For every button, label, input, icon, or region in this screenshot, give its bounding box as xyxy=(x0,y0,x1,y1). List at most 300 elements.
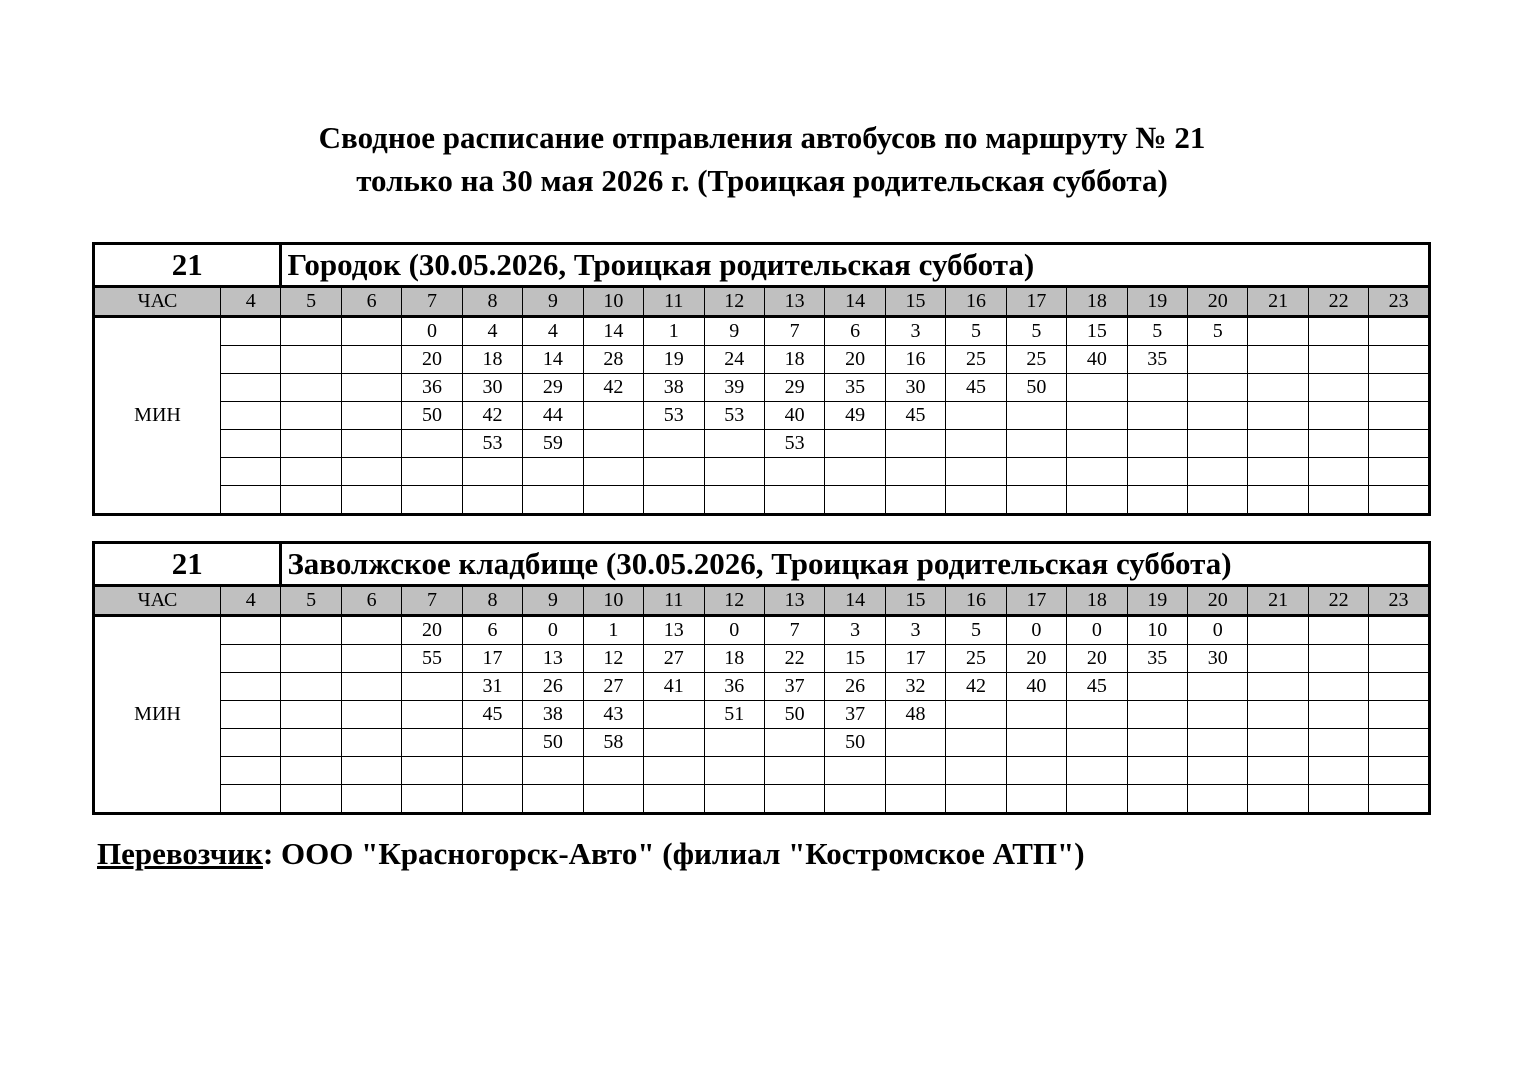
minute-cell: 26 xyxy=(523,673,583,701)
minute-cell: 5 xyxy=(1127,317,1187,346)
minute-cell: 0 xyxy=(1188,616,1248,645)
minute-cell: 0 xyxy=(1006,616,1066,645)
minute-cell: 6 xyxy=(825,317,885,346)
minute-cell xyxy=(402,757,462,785)
minute-cell xyxy=(704,430,764,458)
minute-cell xyxy=(583,430,643,458)
minute-cell xyxy=(1127,458,1187,486)
minute-cell xyxy=(583,486,643,515)
minute-cell xyxy=(281,785,341,814)
minute-cell xyxy=(402,458,462,486)
minute-cell xyxy=(1127,430,1187,458)
minute-cell xyxy=(764,486,824,515)
minute-cell: 53 xyxy=(704,402,764,430)
route-name: Городок (30.05.2026, Троицкая родительская суббота) xyxy=(281,244,1429,287)
minute-row xyxy=(94,616,1430,645)
minute-row xyxy=(94,346,1430,374)
minute-cell xyxy=(1369,458,1430,486)
minute-cell xyxy=(764,785,824,814)
minute-cell xyxy=(341,486,401,515)
carrier-text: : ООО "Красногорск-Авто" (филиал "Костромское АТП") xyxy=(262,836,1085,871)
minute-cell xyxy=(1006,729,1066,757)
minute-cell: 31 xyxy=(462,673,522,701)
minute-cell: 25 xyxy=(946,645,1006,673)
minute-cell xyxy=(341,729,401,757)
minute-row xyxy=(94,374,1430,402)
minute-cell xyxy=(341,673,401,701)
minute-cell xyxy=(1188,729,1248,757)
minute-cell xyxy=(221,486,281,515)
hour-cell: 22 xyxy=(1308,586,1368,616)
minute-cell xyxy=(1369,785,1429,814)
minute-cell xyxy=(281,673,341,701)
minute-cell xyxy=(1067,486,1127,515)
minute-cell xyxy=(1369,645,1429,673)
minute-cell xyxy=(1369,616,1429,645)
minute-cell xyxy=(221,701,281,729)
minute-cell xyxy=(1188,346,1248,374)
minute-cell: 0 xyxy=(1067,616,1127,645)
minute-cell xyxy=(704,757,764,785)
minute-cell: 50 xyxy=(523,729,583,757)
hour-cell: 8 xyxy=(462,586,522,616)
minute-cell xyxy=(281,645,341,673)
minute-cell: 5 xyxy=(1188,317,1248,346)
minute-cell xyxy=(1308,729,1368,757)
minute-cell: 1 xyxy=(583,616,643,645)
minute-cell: 27 xyxy=(583,673,643,701)
hour-cell: 7 xyxy=(402,586,462,616)
minute-cell xyxy=(281,729,341,757)
minute-cell xyxy=(946,701,1006,729)
minute-cell xyxy=(704,458,764,486)
minute-cell: 53 xyxy=(764,430,824,458)
minute-cell: 4 xyxy=(523,317,583,346)
minute-cell xyxy=(704,785,764,814)
minute-cell xyxy=(885,486,945,515)
minute-cell xyxy=(825,486,885,515)
minute-cell xyxy=(281,616,341,645)
minute-cell xyxy=(221,346,281,374)
minute-cell xyxy=(1248,346,1308,374)
hour-cell: 18 xyxy=(1067,586,1127,616)
minute-cell xyxy=(1308,486,1368,515)
minute-cell xyxy=(1308,757,1368,785)
minute-cell xyxy=(1188,430,1248,458)
minute-cell xyxy=(1308,458,1368,486)
minute-cell xyxy=(644,785,704,814)
minute-cell: 50 xyxy=(764,701,824,729)
minute-row xyxy=(94,458,1430,486)
minute-cell: 42 xyxy=(462,402,522,430)
minute-row xyxy=(94,486,1430,515)
document-title-line-2: только на 30 мая 2026 г. (Троицкая родительская суббота) xyxy=(356,163,1168,198)
hour-cell: 14 xyxy=(825,287,885,317)
minute-cell: 13 xyxy=(523,645,583,673)
minute-cell xyxy=(764,757,824,785)
minute-cell xyxy=(1369,486,1430,515)
hour-cell: 12 xyxy=(704,287,764,317)
hour-cell: 6 xyxy=(341,586,401,616)
minute-cell xyxy=(1188,701,1248,729)
minute-cell xyxy=(1188,757,1248,785)
hour-cell: 20 xyxy=(1188,586,1248,616)
minute-cell: 53 xyxy=(462,430,522,458)
minute-cell xyxy=(583,458,643,486)
minute-cell xyxy=(1067,785,1127,814)
minute-cell xyxy=(1248,701,1308,729)
minute-cell: 17 xyxy=(462,645,522,673)
minute-cell xyxy=(1369,729,1429,757)
minute-cell xyxy=(946,430,1006,458)
minute-cell: 45 xyxy=(885,402,945,430)
minute-cell: 40 xyxy=(1006,673,1066,701)
minute-cell: 38 xyxy=(644,374,704,402)
minute-cell xyxy=(341,374,401,402)
minute-cell xyxy=(1248,757,1308,785)
minute-cell xyxy=(1248,458,1308,486)
minute-cell xyxy=(523,785,583,814)
hour-cell: 20 xyxy=(1188,287,1248,317)
minute-cell xyxy=(1248,616,1308,645)
minute-cell: 19 xyxy=(644,346,704,374)
minute-cell: 26 xyxy=(825,673,885,701)
minute-cell: 5 xyxy=(946,317,1006,346)
hour-cell: 21 xyxy=(1248,586,1308,616)
minute-cell xyxy=(1308,616,1368,645)
minute-cell xyxy=(1308,785,1368,814)
minute-cell xyxy=(402,729,462,757)
hour-cell: 5 xyxy=(281,287,341,317)
minute-row xyxy=(94,729,1430,757)
hours-row xyxy=(94,287,1430,317)
minute-cell xyxy=(1127,785,1187,814)
minute-cell xyxy=(1308,346,1368,374)
minute-cell xyxy=(583,785,643,814)
minute-cell: 35 xyxy=(1127,645,1187,673)
minute-cell: 44 xyxy=(523,402,583,430)
minute-cell xyxy=(221,430,281,458)
hour-cell: 23 xyxy=(1369,287,1430,317)
route-number: 21 xyxy=(94,244,281,287)
minute-cell xyxy=(523,486,583,515)
minute-cell xyxy=(1369,374,1430,402)
hours-row xyxy=(94,586,1430,616)
minute-cell: 48 xyxy=(885,701,945,729)
minute-cell xyxy=(221,402,281,430)
minute-cell: 20 xyxy=(1067,645,1127,673)
minute-cell xyxy=(281,346,341,374)
minute-cell xyxy=(281,458,341,486)
hour-label: ЧАС xyxy=(94,287,221,317)
hour-cell: 16 xyxy=(946,287,1006,317)
minute-cell xyxy=(1127,486,1187,515)
minute-cell xyxy=(1369,402,1430,430)
minute-cell xyxy=(1248,486,1308,515)
hour-cell: 23 xyxy=(1369,586,1429,616)
minute-cell: 28 xyxy=(583,346,643,374)
minute-cell: 35 xyxy=(825,374,885,402)
minute-cell xyxy=(341,458,401,486)
minute-cell: 29 xyxy=(764,374,824,402)
hour-cell: 9 xyxy=(523,586,583,616)
minute-cell xyxy=(1188,458,1248,486)
minute-row xyxy=(94,402,1430,430)
hour-cell: 11 xyxy=(644,287,704,317)
minute-cell: 6 xyxy=(462,616,522,645)
minute-cell xyxy=(1006,486,1066,515)
minute-cell: 30 xyxy=(1188,645,1248,673)
hour-cell: 4 xyxy=(221,287,281,317)
minute-cell: 22 xyxy=(764,645,824,673)
minute-cell xyxy=(1006,430,1066,458)
minute-cell xyxy=(946,486,1006,515)
hour-cell: 15 xyxy=(885,586,945,616)
minute-row xyxy=(94,430,1430,458)
minute-cell: 0 xyxy=(402,317,462,346)
hour-cell: 11 xyxy=(644,586,704,616)
hour-cell: 7 xyxy=(402,287,462,317)
minute-cell xyxy=(221,458,281,486)
minute-cell xyxy=(825,785,885,814)
minute-cell xyxy=(1127,402,1187,430)
minute-row xyxy=(94,785,1430,814)
carrier-line xyxy=(97,832,1085,876)
minute-cell: 35 xyxy=(1127,346,1187,374)
minute-cell xyxy=(1308,317,1368,346)
minute-cell xyxy=(462,757,522,785)
minute-cell xyxy=(1248,729,1308,757)
schedule-table xyxy=(92,541,1431,815)
minute-cell: 32 xyxy=(885,673,945,701)
minute-cell xyxy=(1067,701,1127,729)
minute-cell xyxy=(341,317,401,346)
minute-cell xyxy=(281,757,341,785)
minute-cell: 45 xyxy=(462,701,522,729)
minute-cell xyxy=(1006,785,1066,814)
minute-cell xyxy=(825,757,885,785)
minute-cell xyxy=(764,458,824,486)
minute-cell: 16 xyxy=(885,346,945,374)
minute-cell xyxy=(644,729,704,757)
minute-cell: 25 xyxy=(946,346,1006,374)
minute-cell xyxy=(281,402,341,430)
minute-cell: 18 xyxy=(462,346,522,374)
minute-cell xyxy=(1308,374,1368,402)
minute-cell xyxy=(825,458,885,486)
minute-cell xyxy=(341,645,401,673)
minute-cell xyxy=(341,402,401,430)
minute-cell: 25 xyxy=(1006,346,1066,374)
minute-cell xyxy=(1369,757,1429,785)
minute-cell xyxy=(885,729,945,757)
minute-cell xyxy=(764,729,824,757)
minute-cell xyxy=(221,317,281,346)
minute-cell xyxy=(644,430,704,458)
minute-cell xyxy=(885,785,945,814)
minute-cell xyxy=(644,458,704,486)
minute-cell xyxy=(885,430,945,458)
minute-cell xyxy=(644,701,704,729)
minute-cell xyxy=(885,458,945,486)
hour-cell: 6 xyxy=(341,287,401,317)
minute-cell: 27 xyxy=(644,645,704,673)
hour-label: ЧАС xyxy=(94,586,221,616)
hour-cell: 14 xyxy=(825,586,885,616)
minute-cell xyxy=(1369,317,1430,346)
minute-cell xyxy=(825,430,885,458)
minute-cell xyxy=(1248,673,1308,701)
minute-label: МИН xyxy=(94,616,221,814)
minute-cell xyxy=(341,346,401,374)
minute-cell xyxy=(946,785,1006,814)
minute-cell xyxy=(1006,402,1066,430)
minute-cell: 43 xyxy=(583,701,643,729)
minute-cell: 1 xyxy=(644,317,704,346)
hour-cell: 17 xyxy=(1006,586,1066,616)
minute-cell: 41 xyxy=(644,673,704,701)
minute-cell xyxy=(402,673,462,701)
minute-cell xyxy=(281,317,341,346)
minute-cell xyxy=(583,402,643,430)
minute-cell xyxy=(1248,430,1308,458)
minute-cell xyxy=(1369,701,1429,729)
route-number: 21 xyxy=(94,543,281,586)
hour-cell: 12 xyxy=(704,586,764,616)
minute-cell xyxy=(644,486,704,515)
minute-cell: 0 xyxy=(523,616,583,645)
minute-cell: 7 xyxy=(764,616,824,645)
minute-cell: 39 xyxy=(704,374,764,402)
minute-cell xyxy=(402,701,462,729)
minute-cell: 20 xyxy=(1006,645,1066,673)
minute-cell xyxy=(1006,757,1066,785)
minute-cell: 14 xyxy=(583,317,643,346)
hour-cell: 10 xyxy=(583,287,643,317)
minute-cell xyxy=(885,757,945,785)
minute-cell: 20 xyxy=(402,346,462,374)
minute-cell: 18 xyxy=(764,346,824,374)
hour-cell: 4 xyxy=(221,586,281,616)
document-title-line-1: Сводное расписание отправления автобусов по маршруту № 21 xyxy=(318,120,1206,155)
minute-cell xyxy=(1248,645,1308,673)
minute-cell xyxy=(1308,430,1368,458)
minute-cell: 0 xyxy=(704,616,764,645)
minute-row xyxy=(94,673,1430,701)
minute-cell xyxy=(1248,317,1308,346)
minute-cell xyxy=(221,785,281,814)
minute-cell: 37 xyxy=(825,701,885,729)
minute-row xyxy=(94,701,1430,729)
schedule-table xyxy=(92,242,1431,516)
minute-cell xyxy=(946,729,1006,757)
minute-cell xyxy=(1067,430,1127,458)
minute-cell xyxy=(704,486,764,515)
minute-cell xyxy=(946,458,1006,486)
minute-cell: 24 xyxy=(704,346,764,374)
minute-row xyxy=(94,757,1430,785)
route-header-row xyxy=(94,543,1430,586)
minute-cell: 53 xyxy=(644,402,704,430)
minute-cell xyxy=(523,458,583,486)
hour-cell: 15 xyxy=(885,287,945,317)
minute-cell: 5 xyxy=(946,616,1006,645)
minute-cell: 20 xyxy=(402,616,462,645)
minute-cell xyxy=(341,757,401,785)
minute-cell: 10 xyxy=(1127,616,1187,645)
minute-cell xyxy=(583,757,643,785)
minute-cell: 37 xyxy=(764,673,824,701)
minute-cell xyxy=(341,430,401,458)
minute-cell xyxy=(341,701,401,729)
minute-cell: 50 xyxy=(825,729,885,757)
minute-cell xyxy=(946,757,1006,785)
minute-cell: 45 xyxy=(946,374,1006,402)
minute-label: МИН xyxy=(94,317,221,515)
minute-cell xyxy=(462,729,522,757)
minute-cell xyxy=(1308,402,1368,430)
minute-cell xyxy=(1188,374,1248,402)
minute-cell: 9 xyxy=(704,317,764,346)
hour-cell: 17 xyxy=(1006,287,1066,317)
minute-row xyxy=(94,645,1430,673)
minute-cell: 3 xyxy=(885,616,945,645)
minute-cell: 40 xyxy=(764,402,824,430)
minute-cell xyxy=(1248,785,1308,814)
route-header-row xyxy=(94,244,1430,287)
minute-cell xyxy=(402,486,462,515)
minute-cell xyxy=(1067,458,1127,486)
minute-cell: 7 xyxy=(764,317,824,346)
minute-cell: 49 xyxy=(825,402,885,430)
minute-cell xyxy=(221,729,281,757)
minute-cell xyxy=(341,785,401,814)
hour-cell: 9 xyxy=(523,287,583,317)
minute-cell xyxy=(281,374,341,402)
minute-cell xyxy=(1248,402,1308,430)
minute-cell xyxy=(221,757,281,785)
hour-cell: 21 xyxy=(1248,287,1308,317)
minute-cell xyxy=(1127,701,1187,729)
minute-cell: 15 xyxy=(825,645,885,673)
minute-cell xyxy=(221,645,281,673)
minute-cell: 5 xyxy=(1006,317,1066,346)
hour-cell: 18 xyxy=(1067,287,1127,317)
minute-cell: 40 xyxy=(1067,346,1127,374)
minute-cell xyxy=(462,785,522,814)
minute-cell: 30 xyxy=(885,374,945,402)
minute-cell xyxy=(1127,673,1187,701)
minute-cell: 30 xyxy=(462,374,522,402)
hour-cell: 13 xyxy=(764,287,824,317)
minute-cell: 3 xyxy=(825,616,885,645)
minute-cell xyxy=(1188,402,1248,430)
minute-cell: 50 xyxy=(402,402,462,430)
minute-cell: 58 xyxy=(583,729,643,757)
minute-cell xyxy=(1067,729,1127,757)
hour-cell: 5 xyxy=(281,586,341,616)
minute-cell xyxy=(221,673,281,701)
minute-cell xyxy=(402,785,462,814)
minute-cell xyxy=(1067,757,1127,785)
minute-cell xyxy=(946,402,1006,430)
minute-cell xyxy=(1006,701,1066,729)
minute-cell xyxy=(1369,346,1430,374)
minute-cell: 18 xyxy=(704,645,764,673)
hour-cell: 19 xyxy=(1127,586,1187,616)
minute-cell xyxy=(1067,374,1127,402)
minute-cell: 12 xyxy=(583,645,643,673)
